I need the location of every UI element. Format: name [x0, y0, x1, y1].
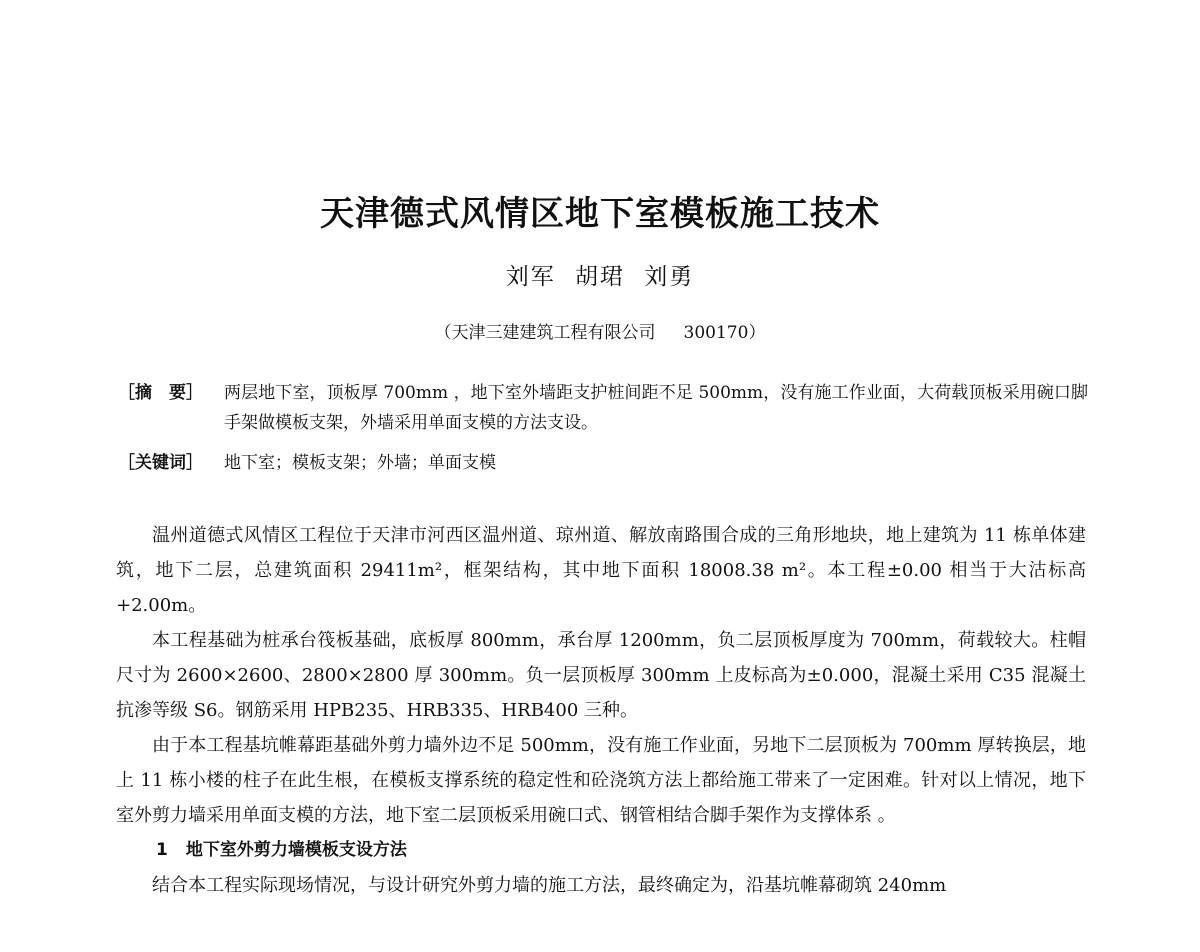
paper-authors: 刘军 胡珺 刘勇	[505, 264, 695, 290]
section-heading	[116, 833, 1086, 868]
paper-title: 天津德式风情区地下室模板施工技术	[320, 194, 880, 234]
section-title: 地下室外剪力墙模板支设方法	[185, 840, 407, 860]
section-number: 1	[156, 840, 168, 860]
keywords-block	[118, 448, 1088, 478]
paper-body	[116, 518, 1086, 903]
affiliation-close-paren: ）	[748, 323, 766, 343]
keywords-label: ［关键词］	[118, 453, 203, 473]
paper-affiliation	[0, 318, 1200, 343]
affiliation-open-paren: （	[434, 323, 452, 343]
abstract-block	[118, 378, 1088, 438]
affiliation-postal-code: 300170	[683, 323, 749, 343]
affiliation-organization: 天津三建建筑工程有限公司	[451, 323, 656, 343]
abstract-label: ［摘 要］	[118, 383, 203, 403]
body-paragraph-3: 由于本工程基坑帷幕距基础外剪力墙外边不足 500mm，没有施工作业面，另地下二层顶板为 700mm 厚转换层，地上 11 栋小楼的柱子在此生根，在模板支撑系统的稳定性和砼浇筑方法上都给施工带来了一定困难。针对以上情况，地下室外剪力墙采用单面支模的方法，地下室二层顶板采用碗口式、钢管相结合脚手架作为支撑体系 。	[116, 735, 1086, 826]
body-paragraph-4: 结合本工程实际现场情况，与设计研究外剪力墙的施工方法，最终确定为，沿基坑帷幕砌筑 240mm	[152, 875, 947, 896]
abstract-text: 两层地下室，顶板厚 700mm ，地下室外墙距支护桩间距不足 500mm，没有施工作业面，大荷载顶板采用碗口脚手架做模板支架，外墙采用单面支模的方法支设。	[224, 383, 1088, 433]
body-paragraph-2: 本工程基础为桩承台筏板基础，底板厚 800mm，承台厚 1200mm，负二层顶板厚度为 700mm，荷载较大。柱帽尺寸为 2600×2600、2800×2800 厚 300mm。负一层顶板厚 300mm 上皮标高为±0.000，混凝土采用 C35 混凝土抗渗等级 S6。钢筋采用 HPB235、HRB335、HRB400 三种。	[116, 630, 1086, 721]
keywords-text: 地下室；模板支架；外墙；单面支模	[224, 453, 496, 473]
body-paragraph-1: 温州道德式风情区工程位于天津市河西区温州道、琼州道、解放南路围合成的三角形地块，地上建筑为 11 栋单体建筑，地下二层，总建筑面积 29411m²，框架结构，其中地下面积 18008.38 m²。本工程±0.00 相当于大沽标高+2.00m。	[116, 525, 1086, 616]
